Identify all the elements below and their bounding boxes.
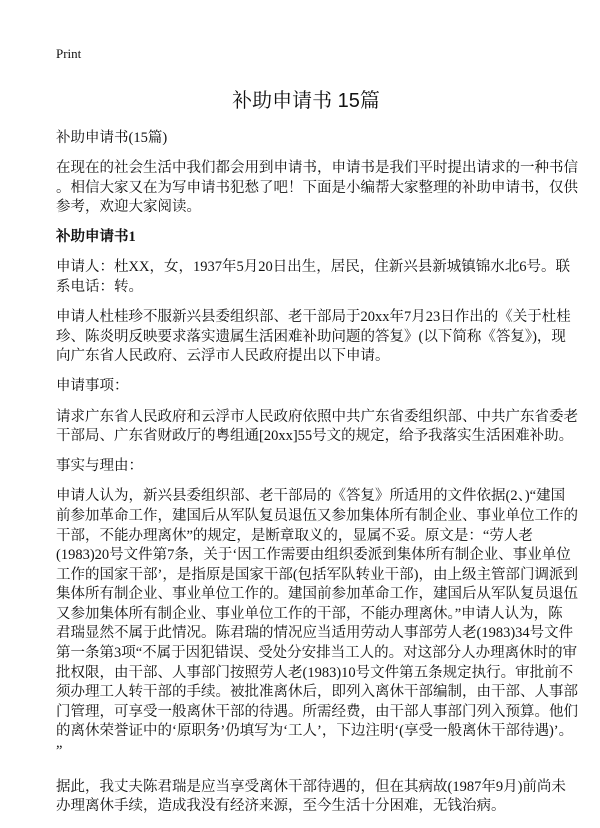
text-line: 。相信大家又在为写申请书犯愁了吧！下面是小编帮大家整理的补助申请书，仅供 [56, 179, 578, 196]
text-line: 干部，不能办理离休”的规定，是断章取义的，显属不妥。原文是：“劳人老 [56, 527, 533, 544]
text-line: 据此，我丈夫陈君瑞是应当享受离休干部待遇的，但在其病故(1987年9月)前尚未 [56, 778, 566, 795]
text-line: ” [56, 743, 63, 760]
text-line: 工作的国家干部’，是指原是国家干部(包括军队转业干部)，由上级主管部门调派到 [56, 566, 578, 583]
text-line: 的离休荣誉证中的‘原职务’仍填写为‘工人’，下边注明‘(享受一般离休干部待遇)’。 [56, 723, 574, 740]
text-line: 集体所有制企业、事业单位工作的。建国前参加革命工作，建国后从军队复员退伍 [56, 586, 578, 603]
text-line: (1983)20号文件第7条，关于‘因工作需要由组织委派到集体所有制企业、事业单位 [56, 547, 571, 564]
intro-paragraph [56, 159, 578, 218]
applicant-paragraph [56, 258, 570, 297]
text-line: 又参加集体所有制企业、事业单位工作的干部，不能办理离休。”申请人认为，陈 [56, 605, 563, 622]
text-line: 门管理，可享受一般离休干部的待遇。所需经费，由干部人事部门列入预算。他们 [56, 703, 578, 720]
text-line: 请求广东省人民政府和云浮市人民政府依照中共广东省委组织部、中共广东省委老 [56, 408, 578, 425]
text-line: 珍、陈炎明反映要求落实遗属生活困难补助问题的答复》(以下简称《答复》)，现 [56, 328, 566, 345]
text-line: 君瑞显然不属于此情况。陈君瑞的情况应当适用劳动人事部劳人老(1983)34号文件 [56, 625, 574, 642]
text-line: 参考，欢迎大家阅读。 [56, 199, 201, 216]
text-line: 前参加革命工作，建国后从军队复员退伍又参加集体所有制企业、事业单位工作的 [56, 507, 578, 524]
text-line: 申请人：杜XX，女，1937年5月20日出生，居民，住新兴县新城镇锦水北6号。联 [56, 259, 570, 276]
text-line: 向广东省人民政府、云浮市人民政府提出以下申请。 [56, 348, 390, 365]
text-line: 在现在的社会生活中我们都会用到申请书，申请书是我们平时提出请求的一种书信 [56, 160, 578, 177]
text-line: 须办理工人转干部的手续。被批准离休后，即列入离休干部编制，由干部、人事部 [56, 684, 578, 701]
conclusion-paragraph [56, 778, 566, 817]
text-line: 系电话：转。 [56, 279, 143, 296]
request-heading: 申请事项： [56, 378, 129, 395]
section-heading: 补助申请书1 [56, 229, 136, 246]
text-line: 申请人杜桂珍不服新兴县委组织部、老干部局于20xx年7月23日作出的《关于杜桂 [56, 309, 571, 326]
background-paragraph [56, 308, 571, 367]
request-paragraph [56, 408, 578, 447]
document-page [56, 46, 578, 827]
facts-paragraph [56, 487, 578, 761]
subtitle: 补助申请书(15篇) [56, 130, 168, 146]
facts-heading: 事实与理由： [56, 458, 143, 475]
text-line: 干部局、广东省财政厅的粤组通[20xx]55号文的规定，给予我落实生活困难补助。 [56, 428, 574, 445]
print-link[interactable]: Print [56, 46, 82, 61]
text-line: 申请人认为，新兴县委组织部、老干部局的《答复》所适用的文件依据(2、)“建国 [56, 488, 566, 505]
text-line: 第一条第3项“不属于因犯错误、受处分安排当工人的。对这部分人办理离休时的审 [56, 645, 578, 662]
text-line: 办理离休手续，造成我没有经济来源，至今生活十分困难，无钱治病。 [56, 798, 506, 815]
text-line: 批权限，由干部、人事部门按照劳人老(1983)10号文件第五条规定执行。审批前不 [56, 664, 574, 681]
document-title: 补助申请书 15篇 [232, 90, 380, 112]
